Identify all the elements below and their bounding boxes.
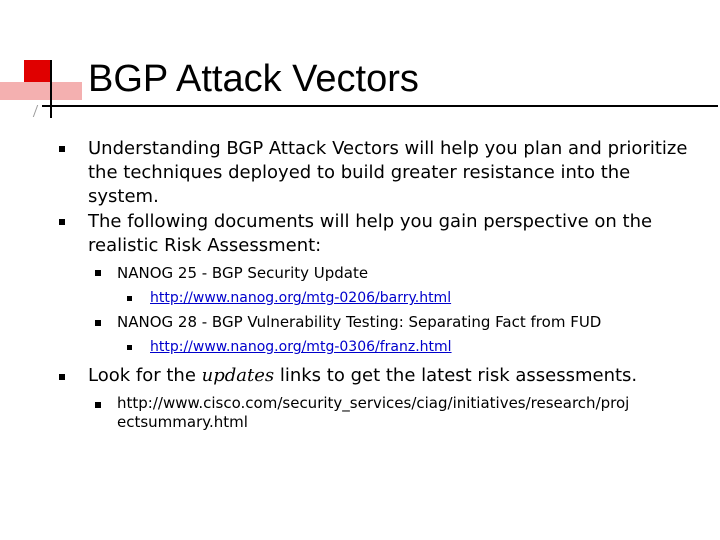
- sub-bullet-marker: [95, 320, 101, 326]
- document-link[interactable]: http://www.nanog.org/mtg-0306/franz.html: [150, 339, 452, 355]
- sub-bullet-marker: [95, 402, 101, 408]
- document-title: NANOG 25 - BGP Security Update: [117, 264, 369, 282]
- url-text: ectsummary.html: [117, 413, 248, 431]
- decorative-vertical-line: [50, 60, 52, 118]
- bullet-text-pre: Look for the: [88, 365, 202, 386]
- document-title: NANOG 28 - BGP Vulnerability Testing: Separating Fact from FUD: [117, 313, 602, 331]
- bullet-text: Understanding BGP Attack Vectors will help you plan and prioritize: [88, 138, 688, 159]
- bullet-text: [88, 363, 637, 388]
- bullet-text: the techniques deployed to build greater resistance into the: [88, 162, 631, 183]
- bullet-text-emphasis: updates: [201, 365, 275, 386]
- bullet-text-post: links to get the latest risk assessments.: [274, 365, 638, 386]
- bullet-text: realistic Risk Assessment:: [88, 235, 322, 256]
- document-link[interactable]: http://www.nanog.org/mtg-0206/barry.html: [150, 290, 452, 306]
- decorative-light-red-bar: [0, 82, 82, 100]
- bullet-marker: [59, 374, 65, 380]
- bullet-text: The following documents will help you gain perspective on the: [88, 211, 653, 232]
- bullet-marker: [59, 219, 65, 225]
- sub-sub-bullet-marker: [127, 296, 132, 301]
- slide-title: BGP Attack Vectors: [88, 58, 419, 100]
- bullet-text: system.: [88, 186, 159, 207]
- url-text: http://www.cisco.com/security_services/ciag/initiatives/research/proj: [117, 394, 630, 412]
- title-divider: [42, 105, 718, 107]
- bullet-marker: [59, 146, 65, 152]
- sub-sub-bullet-marker: [127, 345, 132, 350]
- sub-bullet-marker: [95, 270, 101, 276]
